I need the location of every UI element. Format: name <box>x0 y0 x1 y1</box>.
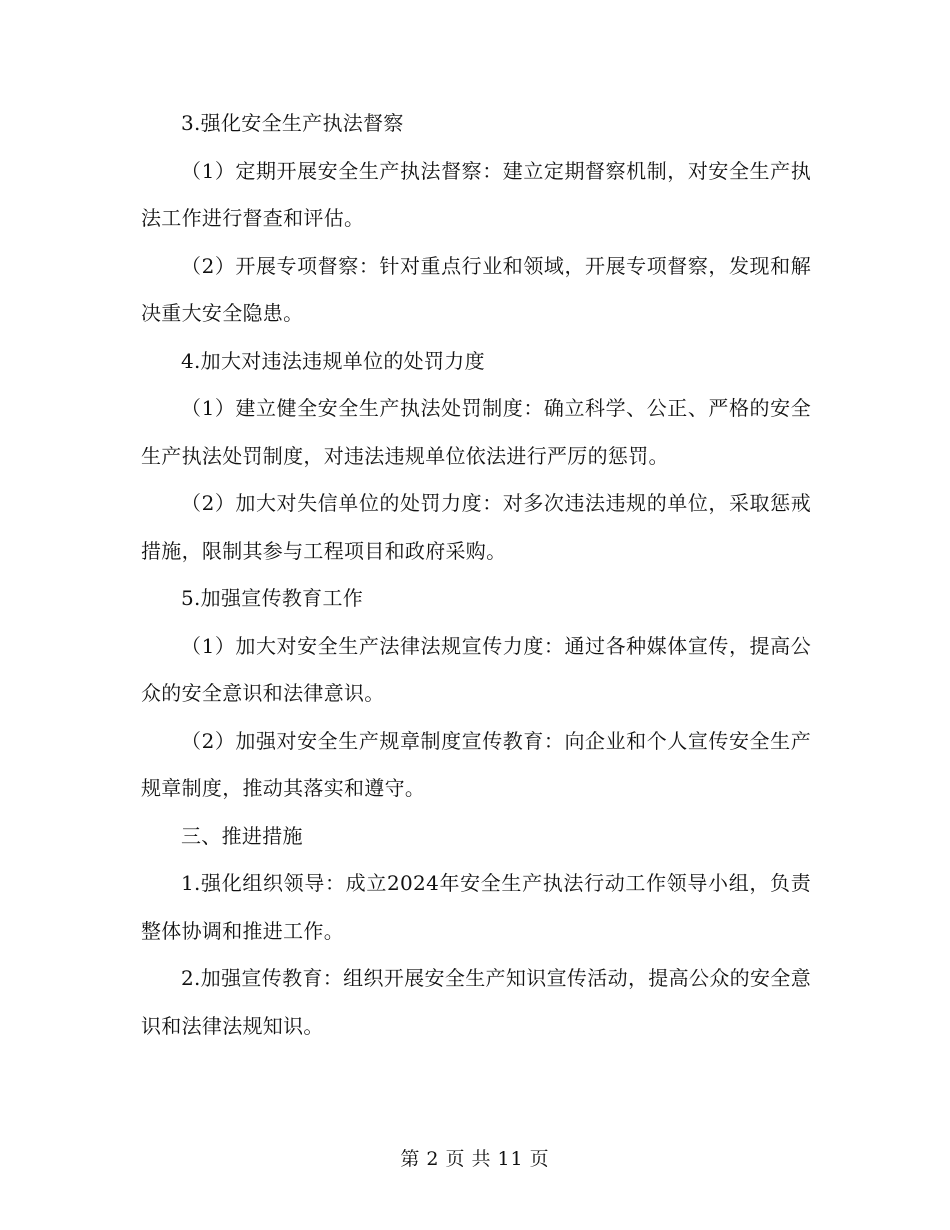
paragraph: （2）开展专项督察：针对重点行业和领域，开展专项督察，发现和解决重大安全隐患。 <box>141 253 811 325</box>
paragraph: 2.加强宣传教育：组织开展安全生产知识宣传活动，提高公众的安全意识和法律法规知识。 <box>141 966 811 1038</box>
page-footer <box>0 1146 950 1172</box>
footer-total-pages: 11 <box>497 1148 524 1170</box>
footer-label-total: 共 <box>471 1148 492 1170</box>
paragraph: （1）定期开展安全生产执法督察：建立定期督察机制，对安全生产执法工作进行督查和评估。 <box>141 158 811 230</box>
paragraph: （1）建立健全安全生产执法处罚制度：确立科学、公正、严格的安全生产执法处罚制度，对违法违规单位依法进行严厉的惩罚。 <box>141 396 811 468</box>
footer-current-page: 2 <box>426 1148 440 1170</box>
footer-label-page: 第 <box>400 1148 421 1170</box>
footer-label-total-unit: 页 <box>529 1148 550 1170</box>
paragraph: （2）加强对安全生产规章制度宣传教育：向企业和个人宣传安全生产规章制度，推动其落实和遵守。 <box>141 728 811 800</box>
document-body <box>141 100 811 1050</box>
paragraph: 1.强化组织领导：成立2024年安全生产执法行动工作领导小组，负责整体协调和推进工作。 <box>141 871 811 943</box>
paragraph: （1）加大对安全生产法律法规宣传力度：通过各种媒体宣传，提高公众的安全意识和法律意识。 <box>141 633 811 705</box>
section-heading: 4.加大对违法违规单位的处罚力度 <box>181 348 485 373</box>
section-heading: 3.强化安全生产执法督察 <box>181 111 404 135</box>
chapter-heading: 三、推进措施 <box>181 823 303 848</box>
footer-label-page-unit: 页 <box>445 1148 466 1170</box>
paragraph: （2）加大对失信单位的处罚力度：对多次违法违规的单位，采取惩戒措施，限制其参与工程项目和政府采购。 <box>141 491 811 563</box>
section-heading: 5.加强宣传教育工作 <box>181 586 364 610</box>
